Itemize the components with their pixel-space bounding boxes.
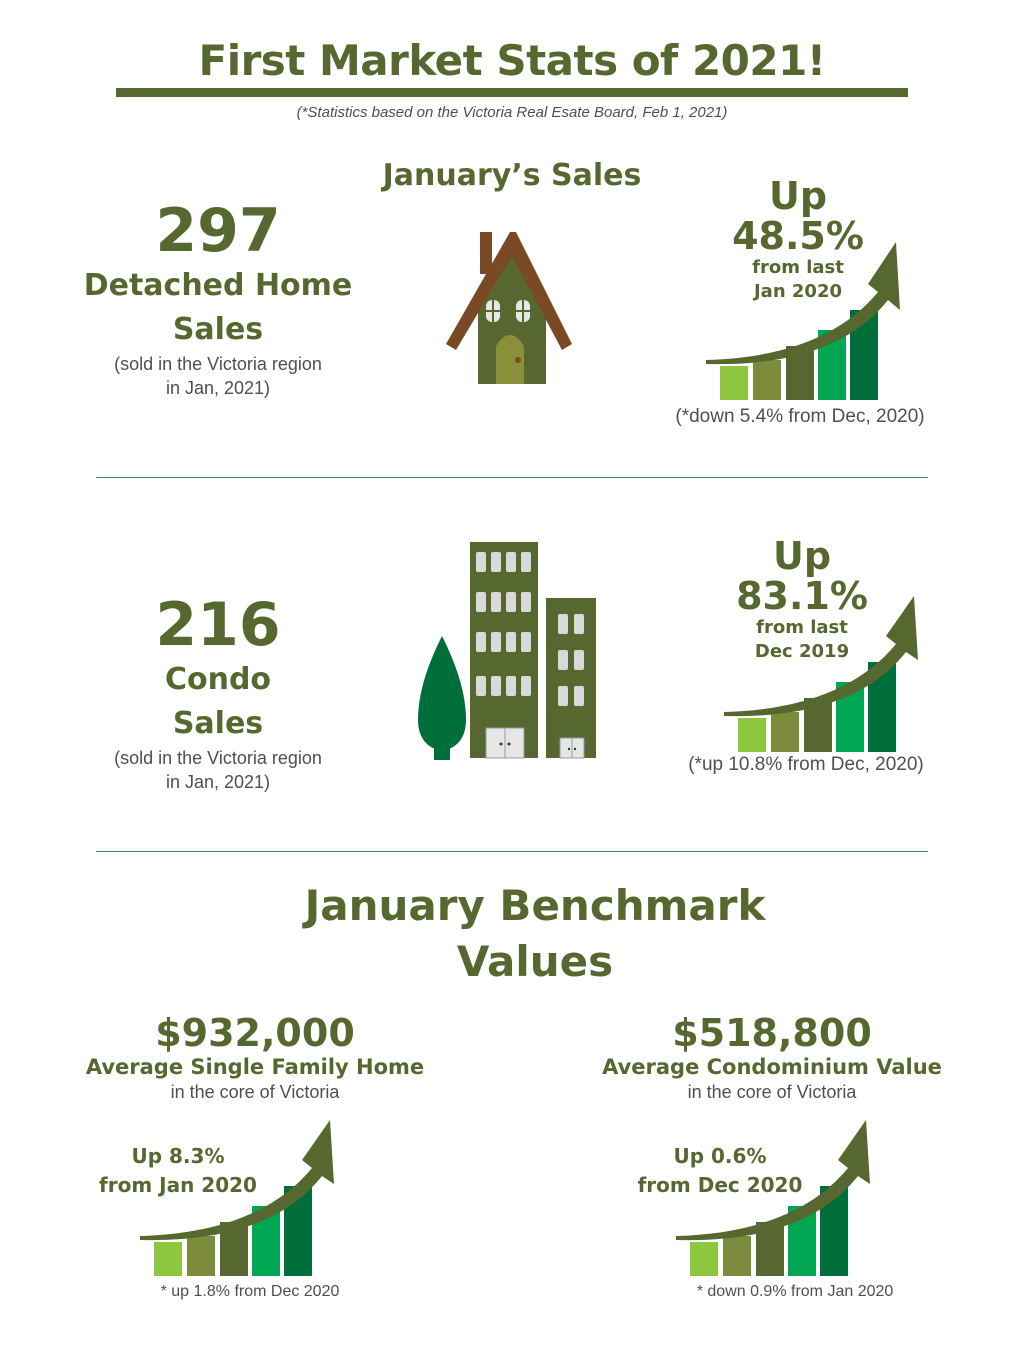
detached-change-pct: 48.5% xyxy=(732,214,864,258)
condominium-stat xyxy=(572,1012,972,1104)
condo-change-from-line2: Dec 2019 xyxy=(754,641,850,662)
growth-arrow-bars-icon xyxy=(134,1118,339,1280)
condo-stat xyxy=(68,592,368,794)
condo-change-from-line1: from last xyxy=(756,617,848,638)
condo-secondary-note: (*up 10.8% from Dec, 2020) xyxy=(688,754,924,775)
single-family-note: * up 1.8% from Dec 2020 xyxy=(160,1283,340,1300)
condominium-change-line2: from Dec 2020 xyxy=(637,1173,803,1197)
condo-change-word: Up xyxy=(772,534,832,578)
house-icon xyxy=(440,228,580,390)
detached-label-line2: Sales xyxy=(172,312,264,347)
section-divider xyxy=(96,851,928,852)
single-family-label: Average Single Family Home xyxy=(85,1055,425,1079)
condominium-value: $518,800 xyxy=(672,1011,872,1055)
detached-label-line1: Detached Home xyxy=(83,268,353,303)
condo-note-line1: (sold in the Victoria region xyxy=(114,748,322,768)
detached-change-from-line2: Jan 2020 xyxy=(753,281,843,302)
detached-note-line2: in Jan, 2021) xyxy=(165,378,271,398)
growth-arrow-bars-icon xyxy=(700,238,905,403)
detached-change-from-line1: from last xyxy=(752,257,844,278)
condo-note-line2: in Jan, 2021) xyxy=(165,772,271,792)
detached-count: 297 xyxy=(155,196,281,266)
benchmark-heading-line1: January Benchmark xyxy=(304,881,766,930)
page-subtitle: (*Statistics based on the Victoria Real Esate Board, Feb 1, 2021) xyxy=(296,104,728,121)
condominium-note: * down 0.9% from Jan 2020 xyxy=(696,1283,894,1300)
benchmark-heading-line2: Values xyxy=(456,937,614,986)
condo-label-line1: Condo xyxy=(164,662,272,697)
page-title: First Market Stats of 2021! xyxy=(198,36,826,85)
single-family-stat xyxy=(60,1012,450,1104)
single-family-sublabel: in the core of Victoria xyxy=(170,1082,340,1102)
growth-arrow-bars-icon xyxy=(670,1118,875,1280)
detached-change-word: Up xyxy=(768,174,828,218)
condominium-change-line1: Up 0.6% xyxy=(673,1144,767,1168)
single-family-value: $932,000 xyxy=(155,1011,355,1055)
condo-count: 216 xyxy=(155,590,281,660)
detached-stat xyxy=(68,198,368,400)
condominium-sublabel: in the core of Victoria xyxy=(687,1082,857,1102)
condominium-label: Average Condominium Value xyxy=(602,1055,942,1079)
growth-arrow-bars-icon xyxy=(718,594,923,759)
condo-label-line2: Sales xyxy=(172,706,264,741)
single-family-change-line2: from Jan 2020 xyxy=(99,1173,257,1197)
sales-heading: January’s Sales xyxy=(382,158,642,193)
tree-icon xyxy=(418,636,466,750)
benchmark-heading xyxy=(200,878,870,990)
apartment-buildings-icon xyxy=(412,540,602,762)
condo-change-pct: 83.1% xyxy=(736,574,868,618)
detached-note-line1: (sold in the Victoria region xyxy=(114,354,322,374)
title-underline xyxy=(116,88,908,97)
single-family-change-line1: Up 8.3% xyxy=(131,1144,225,1168)
detached-secondary-note: (*down 5.4% from Dec, 2020) xyxy=(675,406,925,427)
section-divider xyxy=(96,477,928,478)
